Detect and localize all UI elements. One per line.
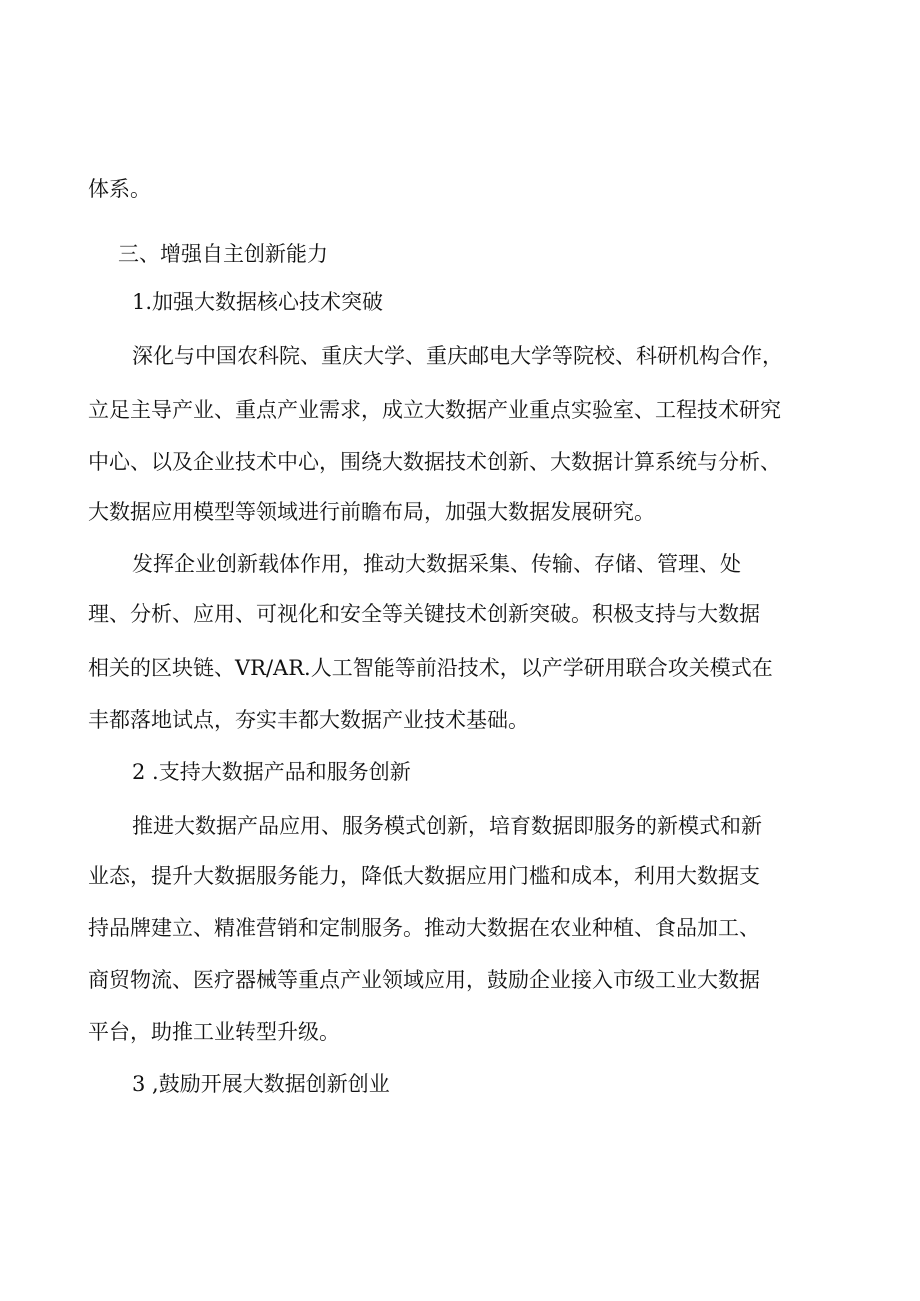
paragraph-1-line-2: 立足主导产业、重点产业需求，成立大数据产业重点实验室、工程技术研究 xyxy=(88,398,781,422)
subsection-heading-3: 3 ,鼓励开展大数据创新创业 xyxy=(132,1072,390,1096)
paragraph-2-line-3: 相关的区块链、VR/AR.人工智能等前沿技术，以产学研用联合攻关模式在 xyxy=(88,656,773,680)
paragraph-1-line-3: 中心、以及企业技术中心，围绕大数据技术创新、大数据计算系统与分析、 xyxy=(88,450,781,474)
section-heading: 三、增强自主创新能力 xyxy=(118,242,328,266)
paragraph-1-line-4: 大数据应用模型等领域进行前瞻布局，加强大数据发展研究。 xyxy=(88,500,655,524)
paragraph-2-line-4: 丰都落地试点，夯实丰都大数据产业技术基础。 xyxy=(88,708,529,732)
subsection-heading-2: 2 .支持大数据产品和服务创新 xyxy=(132,760,411,784)
paragraph-3-line-1: 推进大数据产品应用、服务模式创新，培育数据即服务的新模式和新 xyxy=(132,814,762,838)
continuation-text: 体系。 xyxy=(88,177,151,201)
paragraph-3-line-5: 平台，助推工业转型升级。 xyxy=(88,1020,340,1044)
paragraph-2-line-1: 发挥企业创新载体作用，推动大数据采集、传输、存储、管理、处 xyxy=(132,552,741,576)
paragraph-3-line-3: 持品牌建立、精准营销和定制服务。推动大数据在农业种植、食品加工、 xyxy=(88,916,760,940)
paragraph-1-line-1: 深化与中国农科院、重庆大学、重庆邮电大学等院校、科研机构合作， xyxy=(132,344,783,368)
paragraph-3-line-2: 业态，提升大数据服务能力，降低大数据应用门槛和成本，利用大数据支 xyxy=(88,864,760,888)
paragraph-3-line-4: 商贸物流、医疗器械等重点产业领域应用，鼓励企业接入市级工业大数据 xyxy=(88,968,760,992)
paragraph-2-line-2: 理、分析、应用、可视化和安全等关键技术创新突破。积极支持与大数据 xyxy=(88,602,760,626)
subsection-heading-1: 1.加强大数据核心技术突破 xyxy=(132,290,384,314)
